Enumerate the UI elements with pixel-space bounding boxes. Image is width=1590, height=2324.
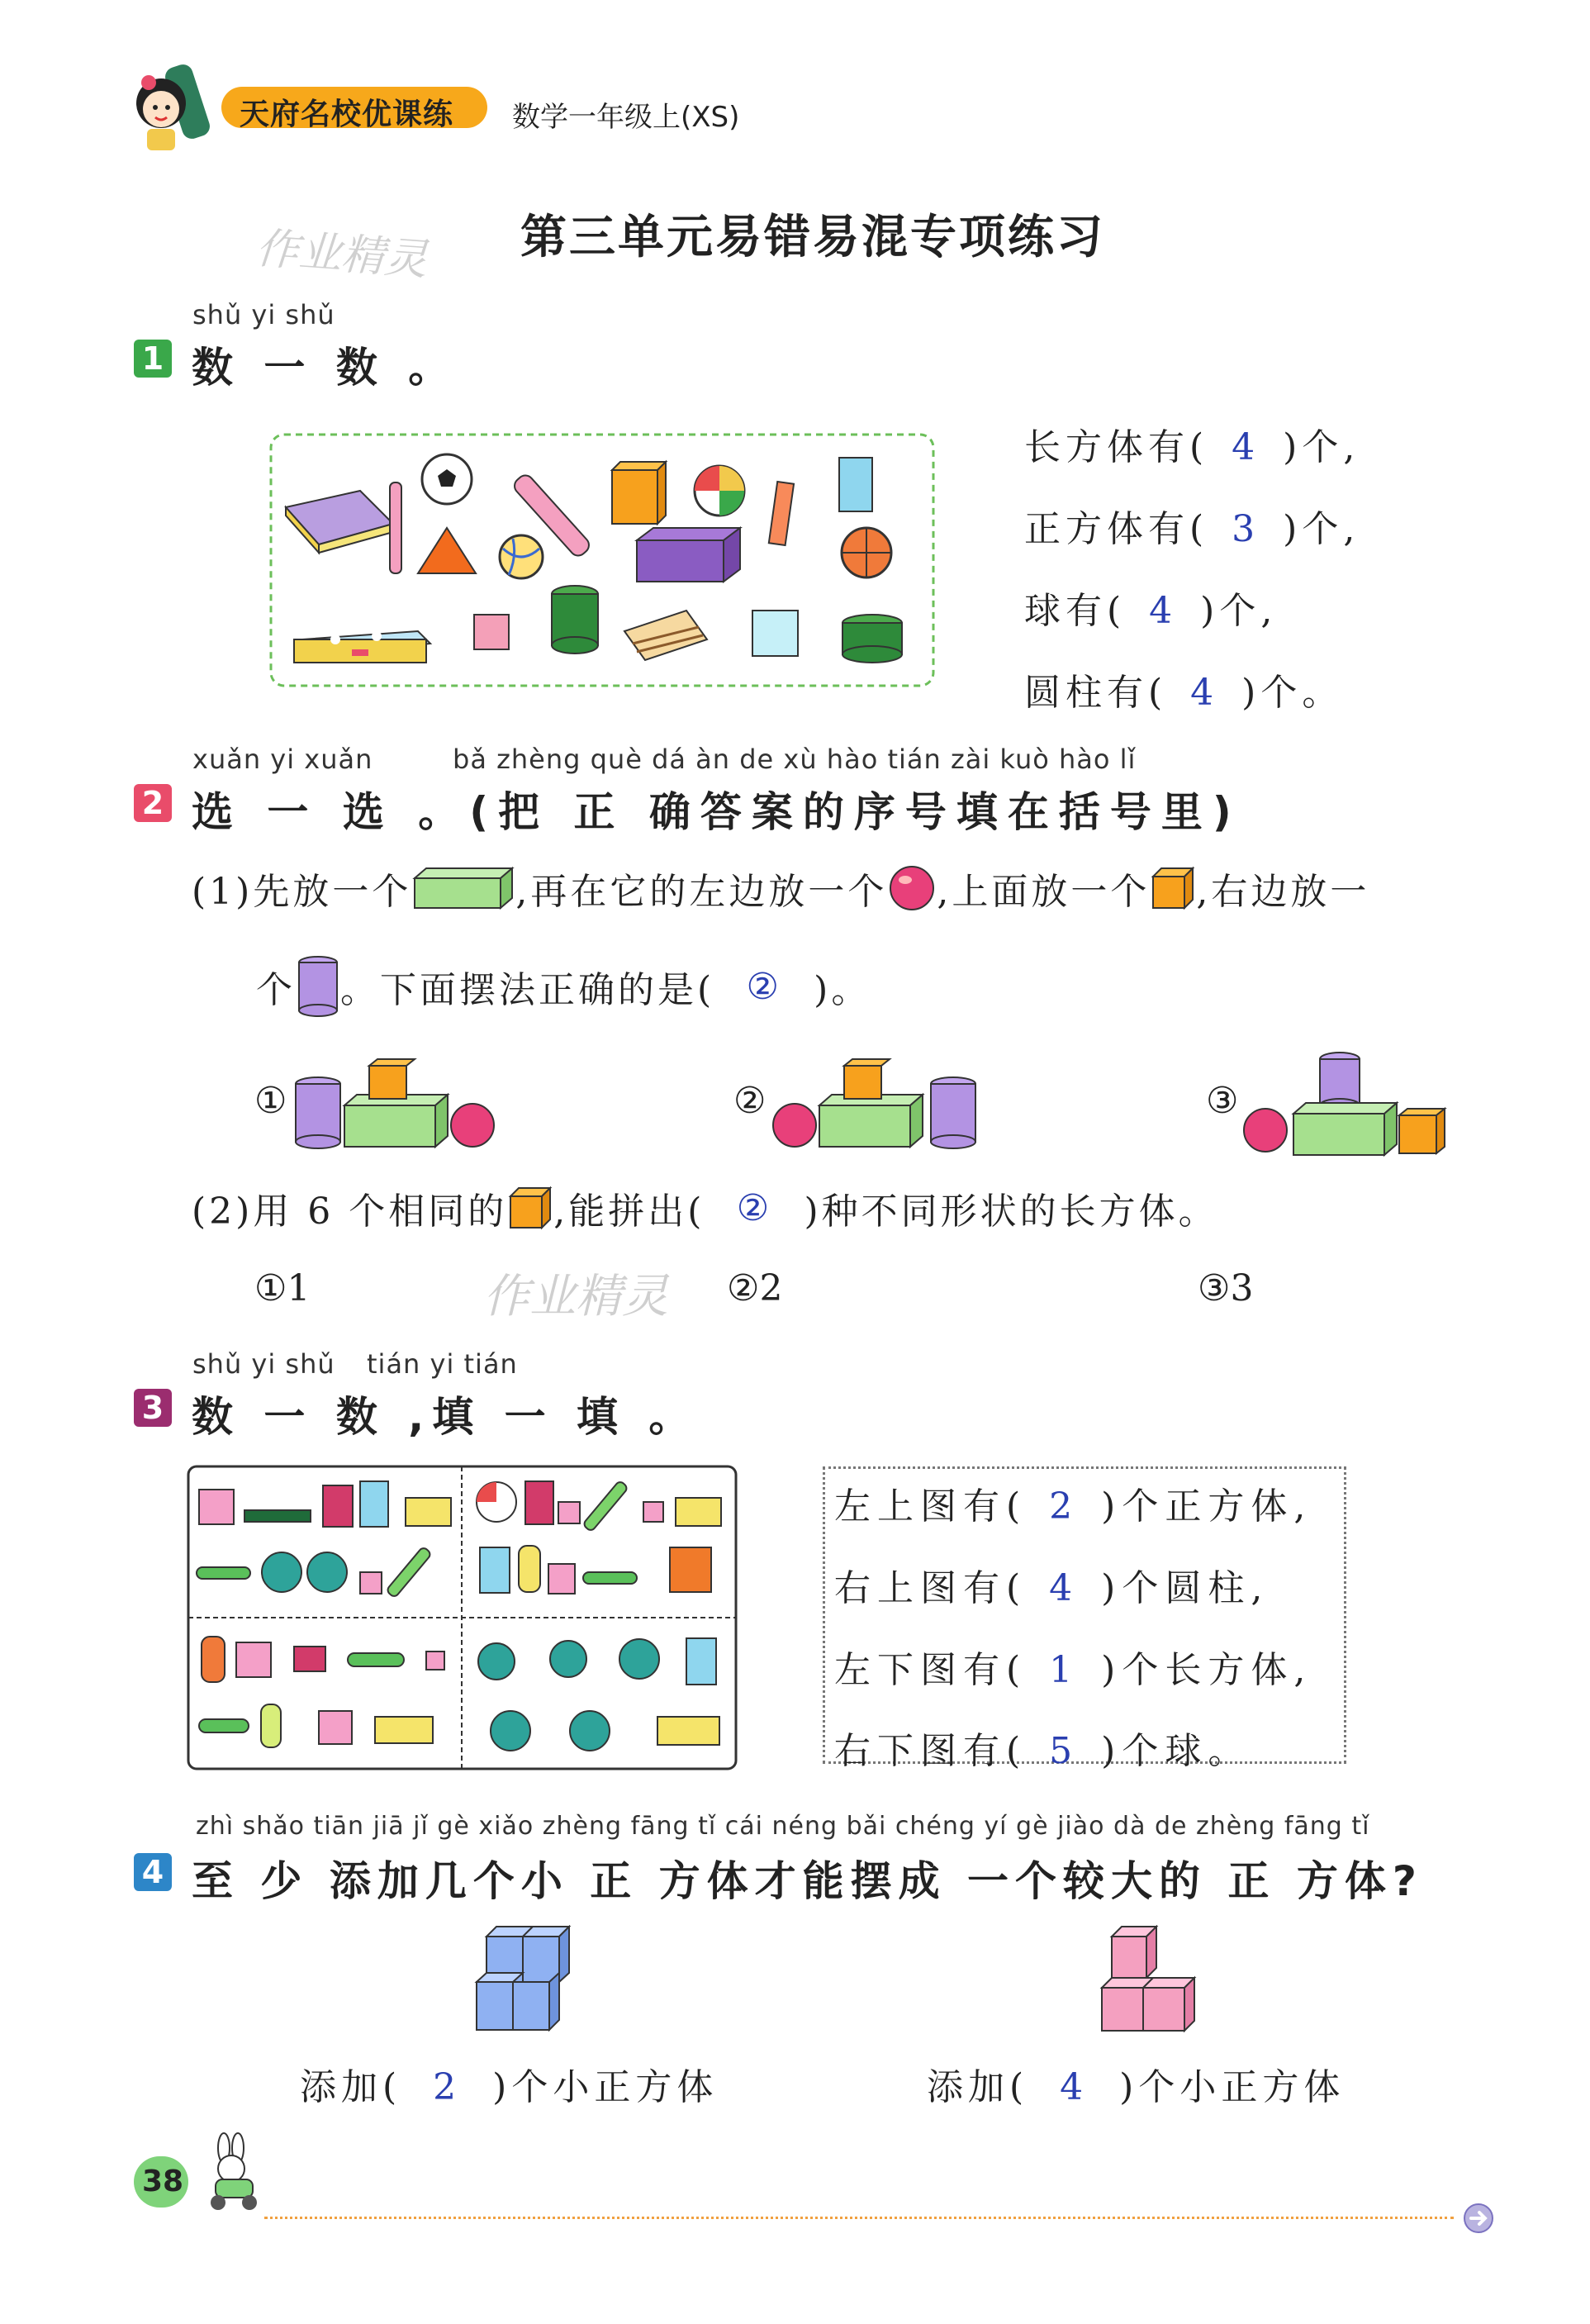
book-label: 数学一年级上(XS) [512, 101, 740, 134]
green-box-icon [411, 865, 515, 911]
q3-row4-answer: 5 [1049, 1730, 1080, 1772]
q2-option-3-figure [1241, 1049, 1455, 1165]
q3-row4-tail: )个球。 [1101, 1730, 1251, 1772]
q2-part1-line1 [192, 862, 1369, 915]
q1-row4-text: 圆柱有( [1024, 672, 1168, 714]
q1-number: 1 [134, 340, 172, 378]
q2-p1-text-d: ,右边放一 [1196, 871, 1370, 913]
q3-row2-answer: 4 [1049, 1567, 1080, 1609]
q2-p2-answer: ② [736, 1186, 773, 1229]
q3-row-1 [834, 1476, 1312, 1529]
q4-right-tail: )个小正方体 [1119, 2066, 1346, 2108]
q3-title: 数 一 数 ,填 一 填 。 [192, 1393, 699, 1441]
q4-title: 至 少 添加几个小 正 方体才能摆成 一个较大的 正 方体? [192, 1857, 1423, 1905]
rabbit-scooter-icon [195, 2132, 269, 2214]
q3-row3-text: 左下图有( [834, 1649, 1028, 1691]
q3-row1-tail: )个正方体, [1101, 1485, 1312, 1528]
q4-right-answer-value: 4 [1060, 2066, 1089, 2108]
q1-title: 数 一 数 。 [192, 344, 458, 392]
q2-p1-text-g: )。 [814, 969, 871, 1011]
q1-answer-row-4 [1024, 663, 1343, 715]
q3-row2-text: 右上图有( [834, 1567, 1028, 1609]
q2-p1-answer: ② [746, 965, 782, 1008]
q1-row2-text: 正方体有( [1024, 508, 1209, 550]
q2-part2-option-2: ②2 [727, 1267, 783, 1309]
page-number: 38 [142, 2165, 184, 2198]
q2-p1-text-a: (1)先放一个 [192, 871, 412, 913]
next-arrow-icon [1462, 2202, 1495, 2235]
q3-row1-answer: 2 [1049, 1485, 1080, 1528]
q2-title: 选 一 选 。(把 正 确答案的序号填在括号里) [192, 788, 1241, 836]
q2-p1-text-e: 个 [256, 969, 296, 1011]
q4-left-text: 添加( [300, 2066, 402, 2108]
q2-part1-line2 [256, 954, 871, 1019]
mascot-girl-icon [124, 58, 215, 157]
q2-p2-text-b: ,能拼出( [553, 1191, 705, 1233]
q3-row-4 [834, 1721, 1251, 1774]
page-title: 第三单元易错易混专项练习 [520, 211, 1105, 264]
q1-row3-tail: )个, [1200, 590, 1278, 632]
q1-answer-row-2 [1024, 499, 1360, 552]
q2-p1-text-c: ,上面放一个 [937, 871, 1151, 913]
q3-row-3 [834, 1640, 1312, 1693]
footer-dotted-line [264, 2217, 1454, 2219]
purple-cylinder-icon [296, 954, 340, 1019]
q3-pinyin-b: tián yi tián [367, 1348, 518, 1380]
q3-row1-text: 左上图有( [834, 1485, 1028, 1528]
q2-option-2-label: ② [733, 1080, 767, 1122]
q2-pinyin-b: bǎ zhèng què dá àn de xù hào tián zài kuò hào lǐ [453, 744, 1137, 775]
q3-row3-tail: )个长方体, [1101, 1649, 1312, 1691]
q1-answer-row-1 [1024, 417, 1360, 470]
q4-pink-cubes-figure [1099, 1925, 1210, 2036]
header [124, 58, 785, 165]
q3-row3-answer: 1 [1049, 1649, 1080, 1691]
series-label: 天府名校优课练 [240, 97, 454, 131]
q2-p1-text-b: ,再在它的左边放一个 [515, 871, 888, 913]
q1-row3-text: 球有( [1024, 590, 1127, 632]
q1-row4-answer: 4 [1190, 672, 1219, 714]
q2-part2-line [192, 1181, 1218, 1234]
q1-row2-answer: 3 [1232, 508, 1260, 550]
q3-row2-tail: )个圆柱, [1101, 1567, 1270, 1609]
q2-p1-text-f: 。下面摆法正确的是( [340, 969, 715, 1011]
pink-ball-icon [887, 863, 937, 913]
q1-shapes-figure [269, 433, 935, 687]
q3-row-2 [834, 1558, 1269, 1611]
q2-number: 2 [134, 784, 172, 822]
q4-right-text: 添加( [927, 2066, 1029, 2108]
q4-blue-cubes-figure [473, 1925, 581, 2036]
q1-row4-tail: )个。 [1241, 672, 1344, 714]
q3-number: 3 [134, 1389, 172, 1427]
q4-pinyin: zhì shǎo tiān jiā jǐ gè xiǎo zhèng fāng tǐ cái néng bǎi chéng yí gè jiào dà de zhèng fāng tǐ [196, 1812, 1370, 1841]
q1-row1-answer: 4 [1232, 426, 1260, 468]
q4-left-answer [300, 2057, 718, 2110]
q1-row1-text: 长方体有( [1024, 426, 1209, 468]
q2-option-1-label: ① [254, 1080, 287, 1122]
orange-cube-icon [1150, 865, 1196, 911]
q2-p2-text-a: (2)用 6 个相同的 [192, 1191, 508, 1233]
q1-pinyin: shǔ yi shǔ [192, 299, 335, 330]
q1-row3-answer: 4 [1149, 590, 1178, 632]
q2-option-3-label: ③ [1206, 1080, 1239, 1122]
q3-row4-text: 右下图有( [834, 1730, 1028, 1772]
q3-pinyin-a: shǔ yi shǔ [192, 1348, 335, 1380]
watermark-2: 作业精灵 [483, 1270, 668, 1324]
q2-pinyin-a: xuǎn yi xuǎn [192, 744, 373, 775]
q2-option-2-figure [770, 1057, 985, 1157]
q2-p2-text-c: )种不同形状的长方体。 [804, 1191, 1218, 1233]
q2-option-1-figure [291, 1057, 497, 1157]
q2-part2-option-1: ①1 [254, 1267, 311, 1309]
q2-part2-option-3: ③3 [1198, 1267, 1254, 1309]
orange-cube-icon [507, 1185, 553, 1231]
watermark: 作业精灵 [254, 223, 430, 286]
q1-answer-row-3 [1024, 581, 1277, 634]
q1-row2-tail: )个, [1283, 508, 1360, 550]
q4-number: 4 [134, 1853, 172, 1891]
q4-left-answer-value: 2 [433, 2066, 462, 2108]
q3-grid-figure [187, 1465, 738, 1770]
q4-left-tail: )个小正方体 [492, 2066, 719, 2108]
q1-row1-tail: )个, [1283, 426, 1360, 468]
q4-right-answer [927, 2057, 1345, 2110]
